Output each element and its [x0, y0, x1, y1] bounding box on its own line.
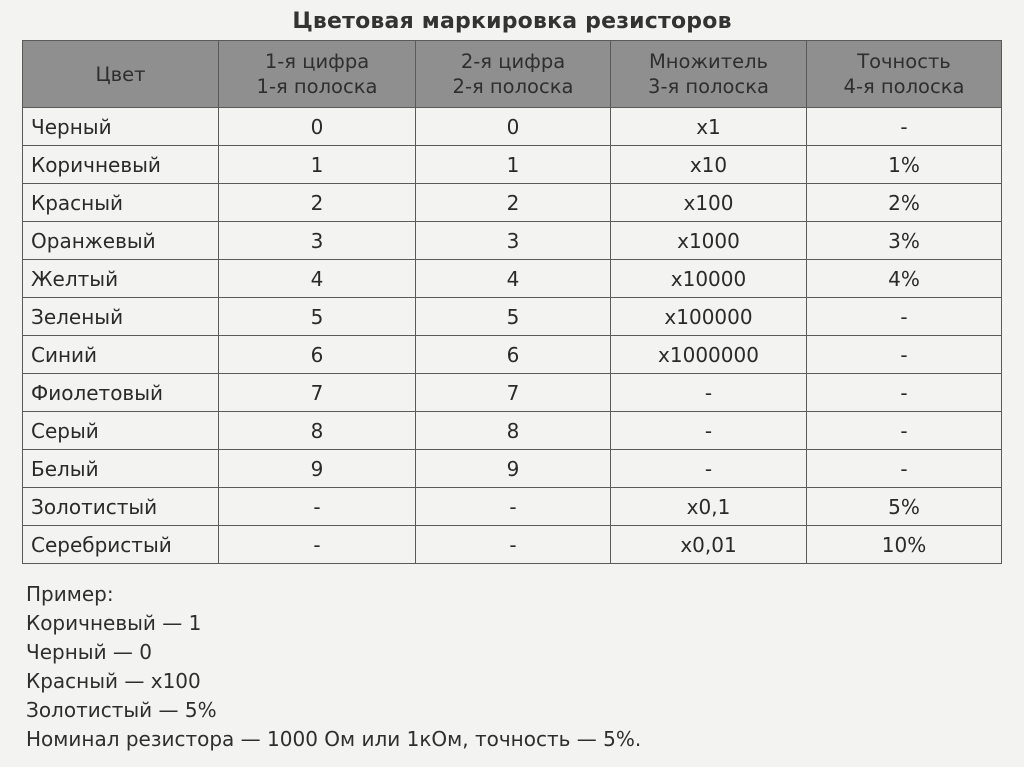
cell-multiplier: - [611, 412, 807, 450]
header-line1: 2-я цифра [460, 50, 566, 73]
cell-digit1: 4 [219, 260, 416, 298]
header-digit1 [219, 41, 416, 108]
cell-digit1: 5 [219, 298, 416, 336]
cell-multiplier: - [611, 450, 807, 488]
cell-color: Коричневый [23, 146, 219, 184]
table-row [23, 488, 1002, 526]
cell-digit2: 5 [416, 298, 611, 336]
cell-digit1: 9 [219, 450, 416, 488]
cell-digit2: 4 [416, 260, 611, 298]
cell-tolerance: - [807, 298, 1002, 336]
example-line: Золотистый — 5% [26, 698, 217, 722]
cell-multiplier: x100 [611, 184, 807, 222]
cell-color: Красный [23, 184, 219, 222]
example-heading: Пример: [26, 582, 114, 606]
table-header-row [23, 41, 1002, 108]
cell-digit1: 1 [219, 146, 416, 184]
table-row [23, 374, 1002, 412]
cell-digit1: 8 [219, 412, 416, 450]
cell-color: Оранжевый [23, 222, 219, 260]
table-row [23, 222, 1002, 260]
example-section [26, 580, 641, 754]
cell-tolerance: 5% [807, 488, 1002, 526]
header-digit2 [416, 41, 611, 108]
cell-digit1: 0 [219, 108, 416, 146]
cell-digit1: 6 [219, 336, 416, 374]
cell-color: Золотистый [23, 488, 219, 526]
cell-multiplier: x0,1 [611, 488, 807, 526]
cell-multiplier: x0,01 [611, 526, 807, 564]
cell-tolerance: - [807, 336, 1002, 374]
cell-digit1: - [219, 488, 416, 526]
cell-digit2: - [416, 526, 611, 564]
cell-digit1: 7 [219, 374, 416, 412]
cell-digit2: 8 [416, 412, 611, 450]
cell-multiplier: - [611, 374, 807, 412]
header-line1: Множитель [648, 50, 769, 73]
cell-tolerance: - [807, 412, 1002, 450]
page-title: Цветовая маркировка резисторов [292, 9, 732, 34]
cell-digit2: 9 [416, 450, 611, 488]
table-row [23, 412, 1002, 450]
cell-color: Серебристый [23, 526, 219, 564]
cell-color: Черный [23, 108, 219, 146]
example-line: Красный — x100 [26, 669, 201, 693]
example-line: Коричневый — 1 [26, 611, 202, 635]
cell-multiplier: x1 [611, 108, 807, 146]
header-tolerance [807, 41, 1002, 108]
cell-multiplier: x10000 [611, 260, 807, 298]
cell-color: Фиолетовый [23, 374, 219, 412]
header-line1: Цвет [95, 62, 146, 86]
example-line: Черный — 0 [26, 640, 153, 664]
cell-digit1: 2 [219, 184, 416, 222]
header-line2: 1-я полоска [256, 75, 378, 98]
cell-digit2: 2 [416, 184, 611, 222]
cell-color: Белый [23, 450, 219, 488]
cell-multiplier: x100000 [611, 298, 807, 336]
table-row [23, 260, 1002, 298]
cell-tolerance: - [807, 108, 1002, 146]
header-line2: 3-я полоска [648, 75, 769, 98]
table-row [23, 336, 1002, 374]
cell-multiplier: x1000 [611, 222, 807, 260]
cell-tolerance: 3% [807, 222, 1002, 260]
table-row [23, 184, 1002, 222]
cell-color: Желтый [23, 260, 219, 298]
cell-tolerance: - [807, 450, 1002, 488]
cell-tolerance: 2% [807, 184, 1002, 222]
cell-multiplier: x1000000 [611, 336, 807, 374]
header-color [23, 41, 219, 108]
cell-digit2: - [416, 488, 611, 526]
header-line2: 2-я полоска [452, 75, 574, 98]
table-row [23, 450, 1002, 488]
cell-digit2: 7 [416, 374, 611, 412]
cell-digit2: 1 [416, 146, 611, 184]
cell-tolerance: - [807, 374, 1002, 412]
cell-digit1: 3 [219, 222, 416, 260]
table-row [23, 526, 1002, 564]
example-result: Номинал резистора — 1000 Ом или 1кОм, точность — 5%. [26, 727, 642, 751]
header-line2: 4-я полоска [843, 75, 965, 98]
header-line1: 1-я цифра [264, 50, 370, 73]
table-row [23, 298, 1002, 336]
cell-color: Зеленый [23, 298, 219, 336]
cell-color: Серый [23, 412, 219, 450]
table-row [23, 146, 1002, 184]
cell-tolerance: 10% [807, 526, 1002, 564]
cell-tolerance: 1% [807, 146, 1002, 184]
cell-digit2: 3 [416, 222, 611, 260]
resistor-color-code-table [22, 40, 1002, 564]
cell-digit1: - [219, 526, 416, 564]
cell-digit2: 0 [416, 108, 611, 146]
cell-color: Синий [23, 336, 219, 374]
table-row [23, 108, 1002, 146]
header-line1: Точность [857, 50, 951, 73]
cell-tolerance: 4% [807, 260, 1002, 298]
cell-digit2: 6 [416, 336, 611, 374]
cell-multiplier: x10 [611, 146, 807, 184]
header-multiplier [611, 41, 807, 108]
